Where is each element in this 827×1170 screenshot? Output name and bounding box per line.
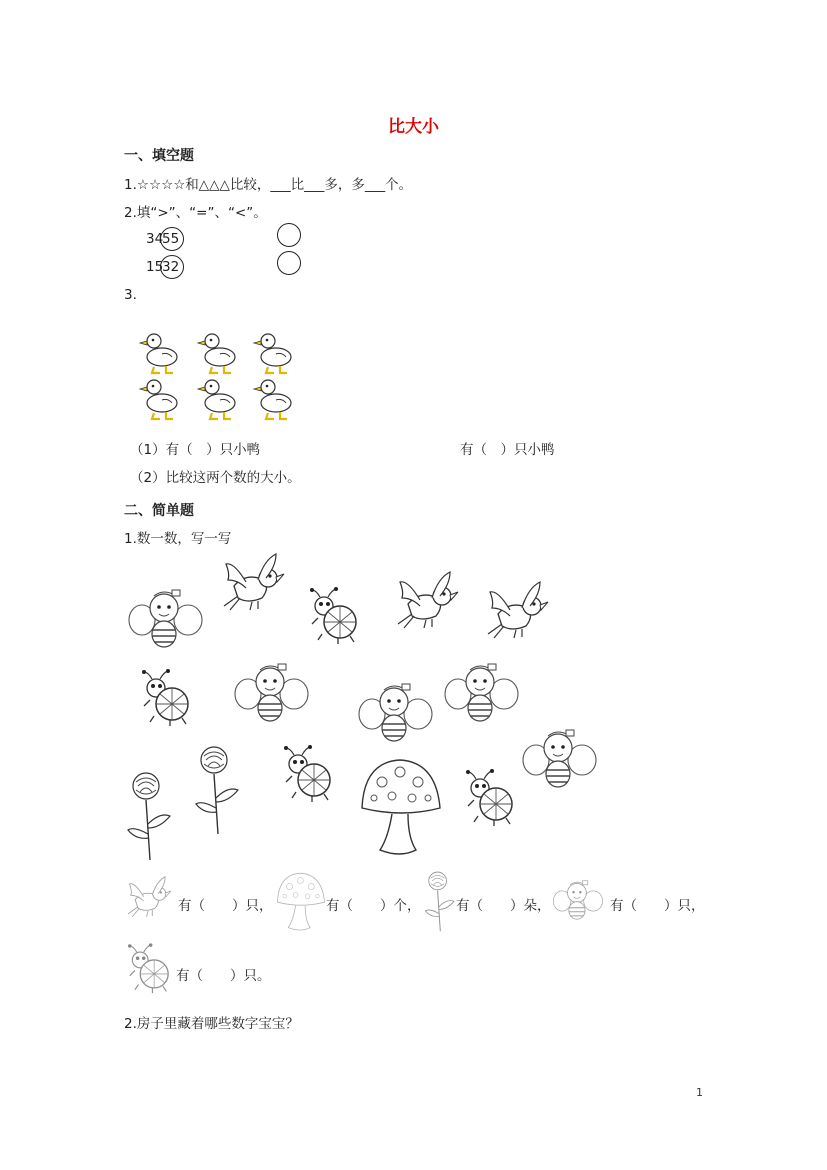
- mushroom-icon: [360, 758, 442, 854]
- question-1-3-sub1-right: 有（ ）只小鸭: [460, 442, 555, 458]
- ladybug-icon: [284, 748, 339, 803]
- bee-icon: [554, 880, 608, 922]
- answer-bird: 有（ ）只，: [178, 898, 273, 914]
- bird-icon: [488, 586, 558, 646]
- mushroom-icon: [276, 872, 326, 930]
- question-2-1: 1.数一数，写一写: [124, 531, 232, 547]
- question-2-2: 2.房子里藏着哪些数字宝宝？: [124, 1016, 299, 1032]
- section2-heading: 二、简单题: [124, 503, 194, 519]
- bird-icon: [128, 878, 178, 924]
- question-1-3-sub1-left: （1）有（ ）只小鸭: [130, 442, 261, 458]
- bee-icon: [446, 664, 526, 724]
- question-1-1: 1.☆☆☆☆和△△△比较，___比___多，多___个。: [124, 177, 413, 193]
- flower-icon: [126, 772, 176, 862]
- duck-icon: [256, 376, 306, 421]
- compare-row-2-left: 15: [146, 259, 164, 275]
- answer-ladybug: 有（ ）只。: [176, 968, 271, 984]
- compare-row-2-right: 32: [162, 259, 180, 275]
- bird-icon: [224, 558, 294, 618]
- bee-icon: [524, 730, 604, 790]
- duck-icon: [256, 330, 306, 375]
- question-1-3-sub2: （2）比较这两个数的大小。: [130, 470, 301, 486]
- flower-icon: [194, 746, 244, 836]
- ladybug-icon: [128, 946, 176, 994]
- ladybug-icon: [466, 772, 521, 827]
- question-1-2: 2.填“>”、“=”、“<”。: [124, 205, 267, 221]
- duck-icon: [142, 376, 192, 421]
- duck-icon: [200, 330, 250, 375]
- section1-heading: 一、填空题: [124, 148, 194, 164]
- answer-mushroom: 有（ ）个，: [326, 898, 421, 914]
- compare-circle-1-right[interactable]: [277, 223, 301, 247]
- compare-circle-2-right[interactable]: [277, 251, 301, 275]
- question-1-3: 3.: [124, 287, 137, 303]
- duck-icon: [200, 376, 250, 421]
- bee-icon: [236, 664, 316, 724]
- flower-icon: [424, 870, 458, 934]
- bee-icon: [130, 590, 210, 650]
- duck-icon: [142, 330, 192, 375]
- page-title: 比大小: [388, 117, 439, 137]
- answer-flower: 有（ ）朵，: [456, 898, 551, 914]
- compare-row-1-right: 55: [162, 231, 180, 247]
- compare-row-1-left: 34: [146, 231, 164, 247]
- answer-bee: 有（ ）只，: [610, 898, 705, 914]
- ladybug-icon: [310, 590, 365, 645]
- bee-icon: [360, 684, 440, 744]
- page-number: 1: [696, 1086, 703, 1099]
- bird-icon: [398, 576, 468, 636]
- ladybug-icon: [142, 672, 197, 727]
